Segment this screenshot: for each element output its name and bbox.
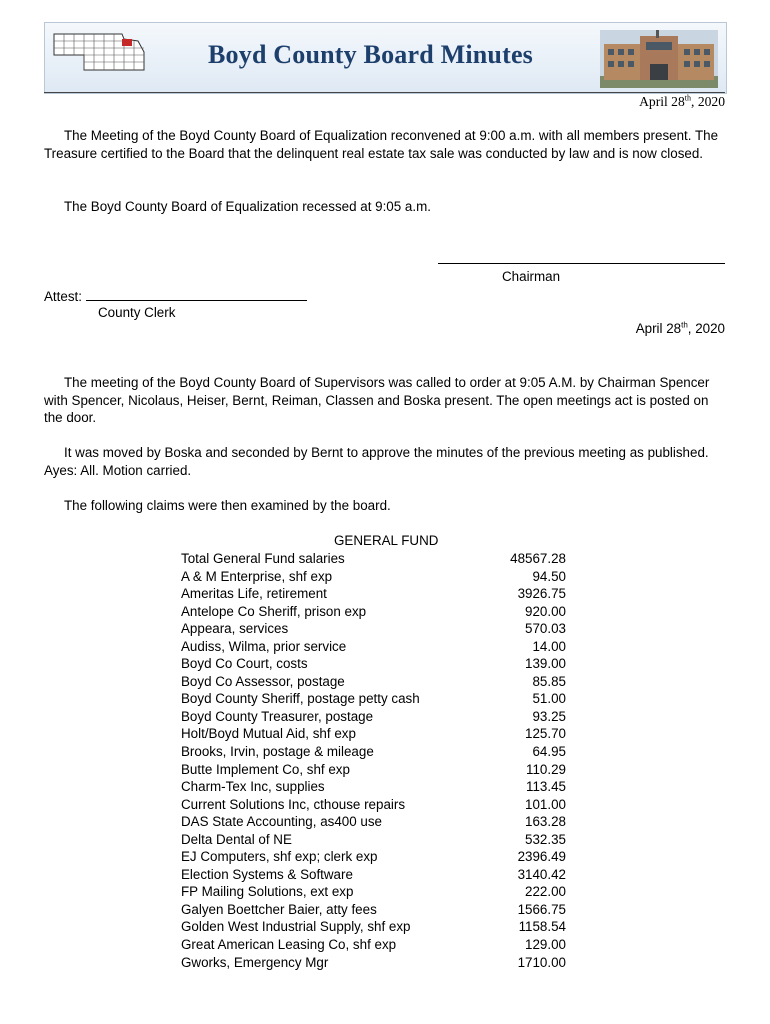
list-item (181, 725, 566, 743)
list-item (181, 883, 566, 901)
claim-amount: 125.70 (525, 726, 566, 742)
chairman-signature-line (438, 263, 725, 264)
page-title: Boyd County Board Minutes (208, 40, 533, 69)
supervisors-call-to-order-paragraph: The meeting of the Boyd County Board of Supervisors was called to order at 9:05 A.M. by Chairman Spencer with Spencer, Nicolaus, Heiser, Bernt, Reiman, Classen and Boska present. The open meetings act is posted on the door. (44, 375, 710, 426)
supervisors-meeting-date: April 28th, 2020 (635, 320, 725, 336)
list-item (181, 954, 566, 972)
list-item (181, 708, 566, 726)
list-item (181, 620, 566, 638)
claim-name: Butte Implement Co, shf exp (181, 761, 350, 777)
list-item (181, 585, 566, 603)
claim-amount: 64.95 (532, 744, 566, 760)
county-clerk-label: County Clerk (98, 305, 176, 320)
list-item (181, 761, 566, 779)
list-item (181, 936, 566, 954)
equalization-paragraph: The Meeting of the Boyd County Board of Equalization reconvened at 9:00 a.m. with all members present. The Treasure certified to the Board that the delinquent real estate tax sale was conducted by law and is now closed. (44, 128, 719, 161)
list-item (181, 638, 566, 656)
list-item (181, 568, 566, 586)
equalization-recess-paragraph: The Boyd County Board of Equalization recessed at 9:05 a.m. (64, 199, 431, 214)
claim-name: DAS State Accounting, as400 use (181, 814, 382, 830)
claim-name: Appeara, services (181, 621, 289, 637)
list-item (181, 743, 566, 761)
claim-name: Gworks, Emergency Mgr (181, 954, 329, 970)
claim-name: Holt/Boyd Mutual Aid, shf exp (181, 726, 356, 742)
claim-name: Galyen Boettcher Baier, atty fees (181, 901, 377, 917)
attest-signature-line (86, 288, 307, 301)
claim-name: EJ Computers, shf exp; clerk exp (181, 849, 378, 865)
claim-name: Election Systems & Software (181, 866, 353, 882)
meeting-date: April 28th, 2020 (639, 93, 725, 109)
claim-name: Antelope Co Sheriff, prison exp (181, 603, 367, 619)
list-item (181, 918, 566, 936)
claim-amount: 93.25 (532, 708, 566, 724)
claim-amount: 532.35 (525, 831, 566, 847)
claims-intro-paragraph: The following claims were then examined by the board. (64, 498, 391, 513)
list-item (181, 813, 566, 831)
list-item (181, 655, 566, 673)
list-item (181, 796, 566, 814)
claim-amount: 14.00 (532, 638, 566, 654)
claim-name: Delta Dental of NE (181, 831, 292, 847)
header-divider (44, 92, 725, 93)
claim-amount: 129.00 (525, 937, 566, 953)
claim-amount: 570.03 (525, 621, 566, 637)
claim-amount: 163.28 (525, 814, 566, 830)
claim-name: Charm-Tex Inc, supplies (181, 779, 325, 795)
claim-amount: 1710.00 (517, 954, 566, 970)
minutes-approval-paragraph: It was moved by Boska and seconded by Bernt to approve the minutes of the previous meeting as published. Ayes: All. Motion carried. (44, 445, 709, 478)
list-item (181, 673, 566, 691)
claim-name: Boyd County Sheriff, postage petty cash (181, 691, 420, 707)
list-item (181, 866, 566, 884)
attest-line: Attest: (44, 288, 307, 304)
claim-amount: 48567.28 (510, 551, 566, 566)
claim-amount: 222.00 (525, 884, 566, 900)
claim-name: Total General Fund salaries (181, 551, 345, 566)
claim-name: A & M Enterprise, shf exp (181, 568, 333, 584)
claim-name: Great American Leasing Co, shf exp (181, 937, 397, 953)
claim-name: Brooks, Irvin, postage & mileage (181, 744, 374, 760)
nebraska-county-map-icon (52, 30, 146, 72)
claim-name: Current Solutions Inc, cthouse repairs (181, 796, 406, 812)
list-item (181, 901, 566, 919)
chairman-label: Chairman (502, 269, 561, 284)
claim-amount: 920.00 (525, 603, 566, 619)
claim-name: Audiss, Wilma, prior service (181, 638, 347, 654)
claim-name: Golden West Industrial Supply, shf exp (181, 919, 411, 935)
list-item (181, 848, 566, 866)
claim-amount: 85.85 (532, 673, 566, 689)
claim-amount: 51.00 (532, 691, 566, 707)
claim-amount: 110.29 (526, 761, 566, 777)
claim-name: Ameritas Life, retirement (181, 586, 327, 602)
list-item (181, 778, 566, 796)
claim-name: Boyd Co Assessor, postage (181, 673, 345, 689)
claim-amount: 2396.49 (517, 849, 566, 865)
claim-amount: 1566.75 (517, 901, 566, 917)
list-item (181, 603, 566, 621)
claim-amount: 139.00 (525, 656, 566, 672)
claims-list (181, 550, 566, 971)
general-fund-heading: GENERAL FUND (334, 533, 439, 548)
claim-amount: 101.00 (525, 796, 566, 812)
list-item (181, 690, 566, 708)
list-item (181, 831, 566, 849)
claim-amount: 1158.54 (518, 919, 566, 935)
claim-name: Boyd Co Court, costs (181, 656, 308, 672)
claim-amount: 94.50 (532, 568, 566, 584)
claim-amount: 113.45 (526, 779, 566, 795)
claim-amount: 3926.75 (517, 586, 566, 602)
list-item (181, 550, 566, 568)
claim-name: FP Mailing Solutions, ext exp (181, 884, 354, 900)
courthouse-photo-icon (600, 30, 718, 88)
claim-name: Boyd County Treasurer, postage (181, 708, 374, 724)
claim-amount: 3140.42 (517, 866, 566, 882)
